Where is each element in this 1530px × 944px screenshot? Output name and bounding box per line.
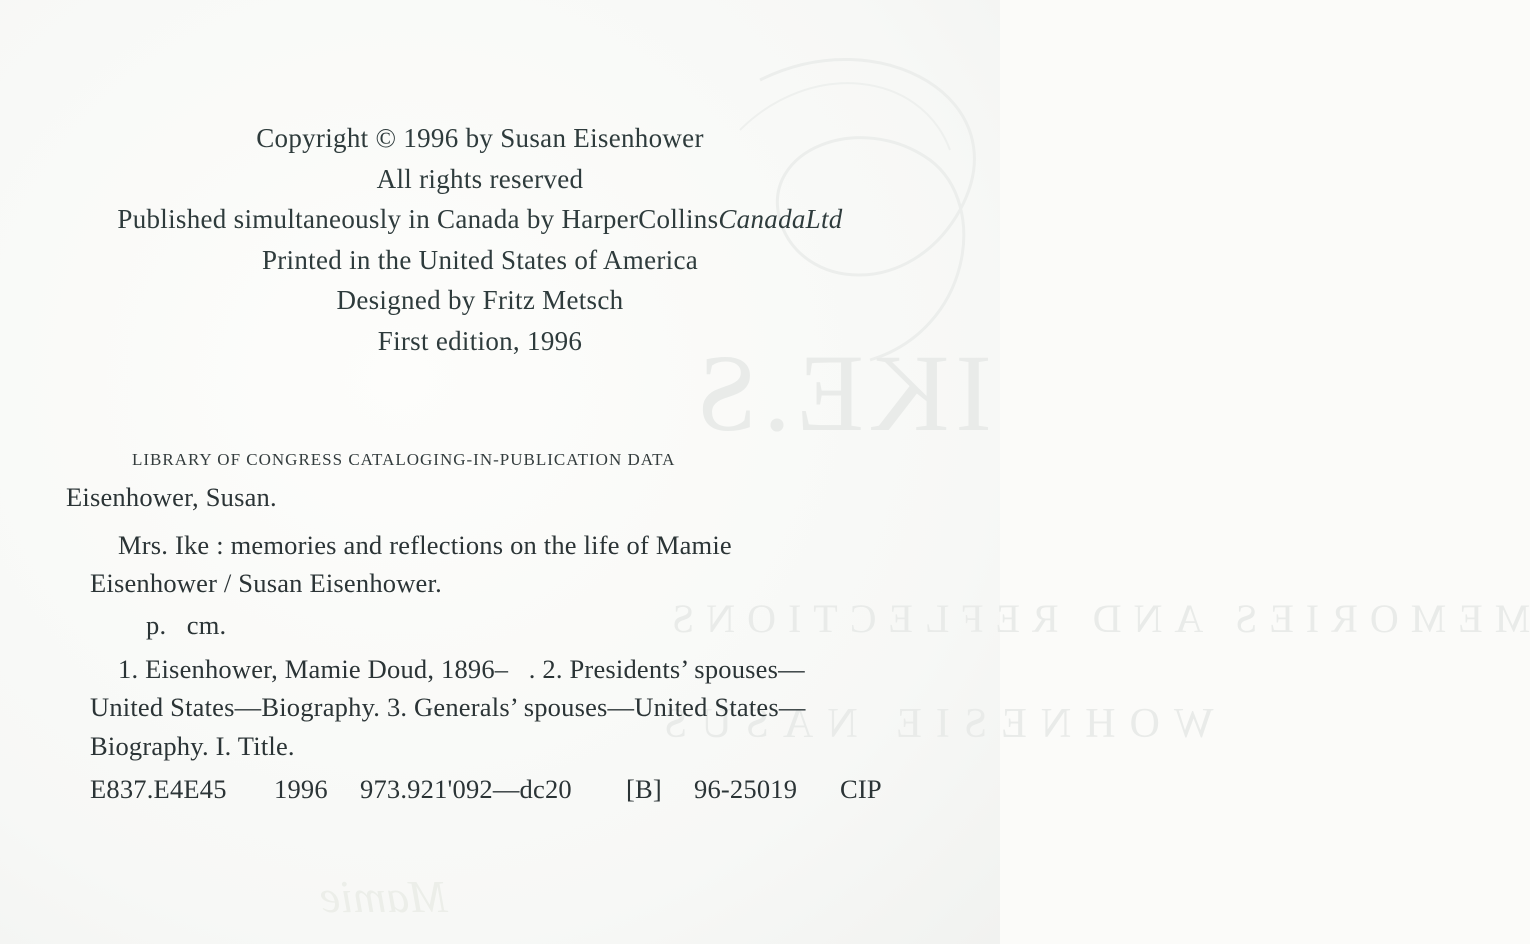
cip-classification-row [90,774,900,805]
published-prefix: Published simultaneously in Canada by HarperCollins [117,204,719,234]
show-through-signature: Mamie [320,871,448,922]
publication-year: 1996 [274,774,328,804]
dewey-number: 973.921'092—dc20 [360,774,572,804]
rights-line: All rights reserved [376,163,584,194]
copyright-block [0,118,960,361]
printed-line: Printed in the United States of America [261,244,699,275]
edition-line: First edition, 1996 [377,325,583,356]
cip-subjects-line2: United States—Biography. 3. Generals’ spouses—United States— [90,692,806,722]
cip-title-line1: Mrs. Ike : memories and reflections on the life of Mamie [118,530,732,560]
publisher-canada: CanadaLtd [718,204,843,234]
cip-label: CIP [840,774,882,804]
cip-author: Eisenhower, Susan. [66,482,277,512]
show-through-title: IKE.S [690,332,992,454]
lccn: 96-25019 [694,774,798,804]
binding-code: [B] [626,774,662,804]
cip-heading: LIBRARY OF CONGRESS CATALOGING-IN-PUBLICATION DATA [132,450,676,469]
cip-collation: p. cm. [146,610,227,640]
cip-title-line2: Eisenhower / Susan Eisenhower. [90,568,442,598]
published-line [0,199,960,240]
call-number: E837.E4E45 [90,774,227,804]
cip-subjects-line3: Biography. I. Title. [90,731,295,761]
cip-subjects-line1: 1. Eisenhower, Mamie Doud, 1896– . 2. Presidents’ spouses— [118,654,805,684]
show-through-author: WOHNESIE NASUS [650,701,1214,747]
show-through-subtitle: MEMORIES AND REFLECTIONS [660,596,1530,641]
designer-line: Designed by Fritz Metsch [336,285,624,315]
copyright-line: Copyright © 1996 by Susan Eisenhower [256,123,704,153]
